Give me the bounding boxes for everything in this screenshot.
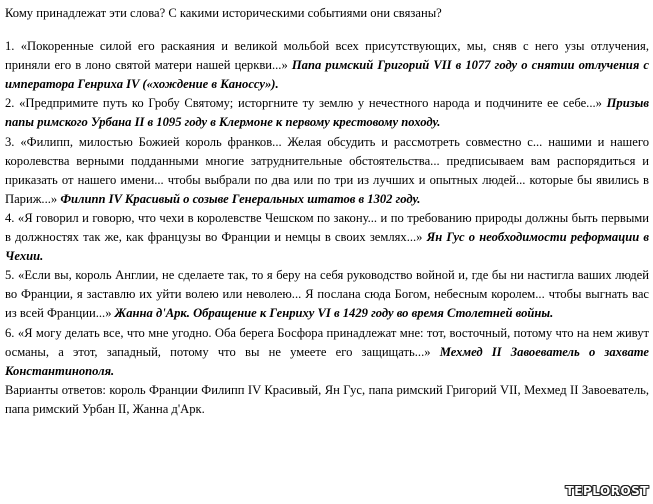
quote-text: 4. «Я говорил и говорю, что чехи в королевстве Чешском по закону... и по требованию природы должны быть первыми в должностях так же, как французы во Франции и немцы в своих землях...» (5, 210, 649, 245)
quote-item-2 (5, 94, 649, 132)
quote-text: 2. «Предпримите путь ко Гробу Святому; исторгните ту землю у нечестного народа и подчините ее себе...» (5, 96, 602, 111)
answer-text: Ян Гус о необходимости реформации в Чехии. (5, 230, 649, 264)
quote-item-1 (5, 37, 649, 94)
answer-text: Мехмед II Завоеватель о захвате Константинополя. (5, 344, 649, 378)
quote-text: 1. «Покоренные силой его раскаяния и великой мольбой всех присутствующих, мы, сняв с него узы отлучения, приняли его в лоно святой матери нашей церкви...» (5, 39, 649, 73)
answer-text: Призыв папы римского Урбана II в 1095 году в Клермоне к первому крестовому походу. (5, 96, 649, 130)
site-watermark: TEPLOROST (565, 484, 649, 498)
quote-item-6 (5, 324, 649, 381)
answer-text: Папа римский Григорий VII в 1077 году о снятии отлучения с императора Генриха IV («хождение в Каноссу»). (5, 58, 650, 92)
answer-text: Жанна д'Арк. Обращение к Генриху VI в 1429 году во время Столетней войны. (114, 306, 554, 321)
answer-variants: Варианты ответов: король Франции Филипп IV Красивый, Ян Гус, папа римский Григорий VII, Мехмед II Завоеватель, папа римский Урбан II, Жанна д'Арк. (5, 382, 649, 416)
quote-text: 3. «Филипп, милостью Божией король франков... Желая обсудить и рассмотреть совместно с... нашими и нашего королевства верными подданными многие затруднительные обстоятельства... предписываем вам распорядиться и приказать от нашего имени... чтобы выбрали по два или по три из лучших и опытных людей... которые бы явились в Париж...» (5, 134, 649, 206)
quote-text: 5. «Если вы, король Англии, не сделаете так, то я беру на себя руководство войной и, где бы ни настигла ваших людей во Франции, я заставлю их уйти волею или неволею... Я послана сюда Богом, небесным королем... чтобы выгнать вас из всей Франции...» (5, 268, 649, 321)
quote-item-5 (5, 266, 649, 323)
answer-text: Филипп IV Красивый о созыве Генеральных штатов в 1302 году. (60, 191, 421, 206)
quote-item-3 (5, 133, 649, 209)
question-heading: Кому принадлежат эти слова? С какими историческими событиями они связаны? (5, 6, 442, 20)
quote-text: 6. «Я могу делать все, что мне угодно. Оба берега Босфора принадлежат мне: тот, восточный, потому что на нем живут османы, а этот, западный, потому что вы не умеете его защищать...» (5, 325, 649, 359)
quote-item-4 (5, 209, 649, 266)
